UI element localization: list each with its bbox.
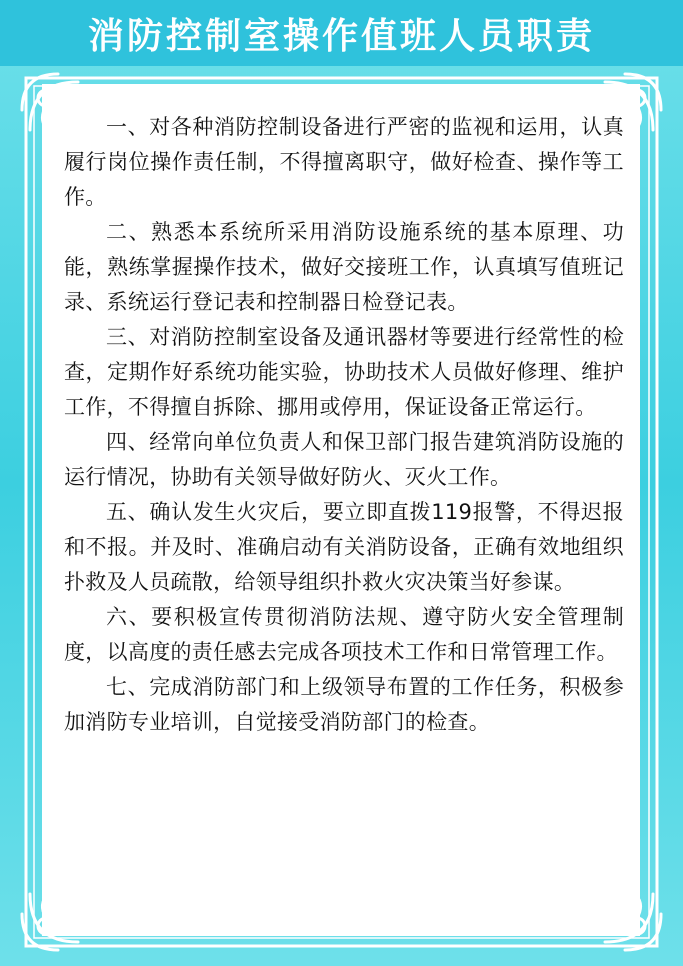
duty-item-4: 四、经常向单位负责人和保卫部门报告建筑消防设施的运行情况，协助有关领导做好防火、灭火工作。 (64, 430, 624, 489)
duty-item-7: 七、完成消防部门和上级领导布置的工作任务，积极参加消防专业培训，自觉接受消防部门的检查。 (64, 675, 624, 734)
duty-item-2: 二、熟悉本系统所采用消防设施系统的基本原理、功能，熟练掌握操作技术，做好交接班工作，认真填写值班记录、系统运行登记表和控制器日检登记表。 (64, 220, 624, 314)
duties-panel (42, 84, 640, 936)
page-title: 消防控制室操作值班人员职责 (87, 15, 595, 57)
duty-item-6: 六、要积极宣传贯彻消防法规、遵守防火安全管理制度，以高度的责任感去完成各项技术工作和日常管理工作。 (64, 605, 624, 664)
duty-item-5: 五、确认发生火灾后，要立即直拨119报警，不得迟报和不报。并及时、准确启动有关消防设备，正确有效地组织扑救及人员疏散，给领导组织扑救火灾决策当好参谋。 (64, 500, 624, 594)
title-bar (0, 0, 683, 66)
duty-item-3: 三、对消防控制室设备及通讯器材等要进行经常性的检查，定期作好系统功能实验，协助技术人员做好修理、维护工作，不得擅自拆除、挪用或停用，保证设备正常运行。 (64, 325, 624, 419)
duty-item-1: 一、对各种消防控制设备进行严密的监视和运用，认真履行岗位操作责任制，不得擅离职守，做好检查、操作等工作。 (64, 115, 624, 209)
